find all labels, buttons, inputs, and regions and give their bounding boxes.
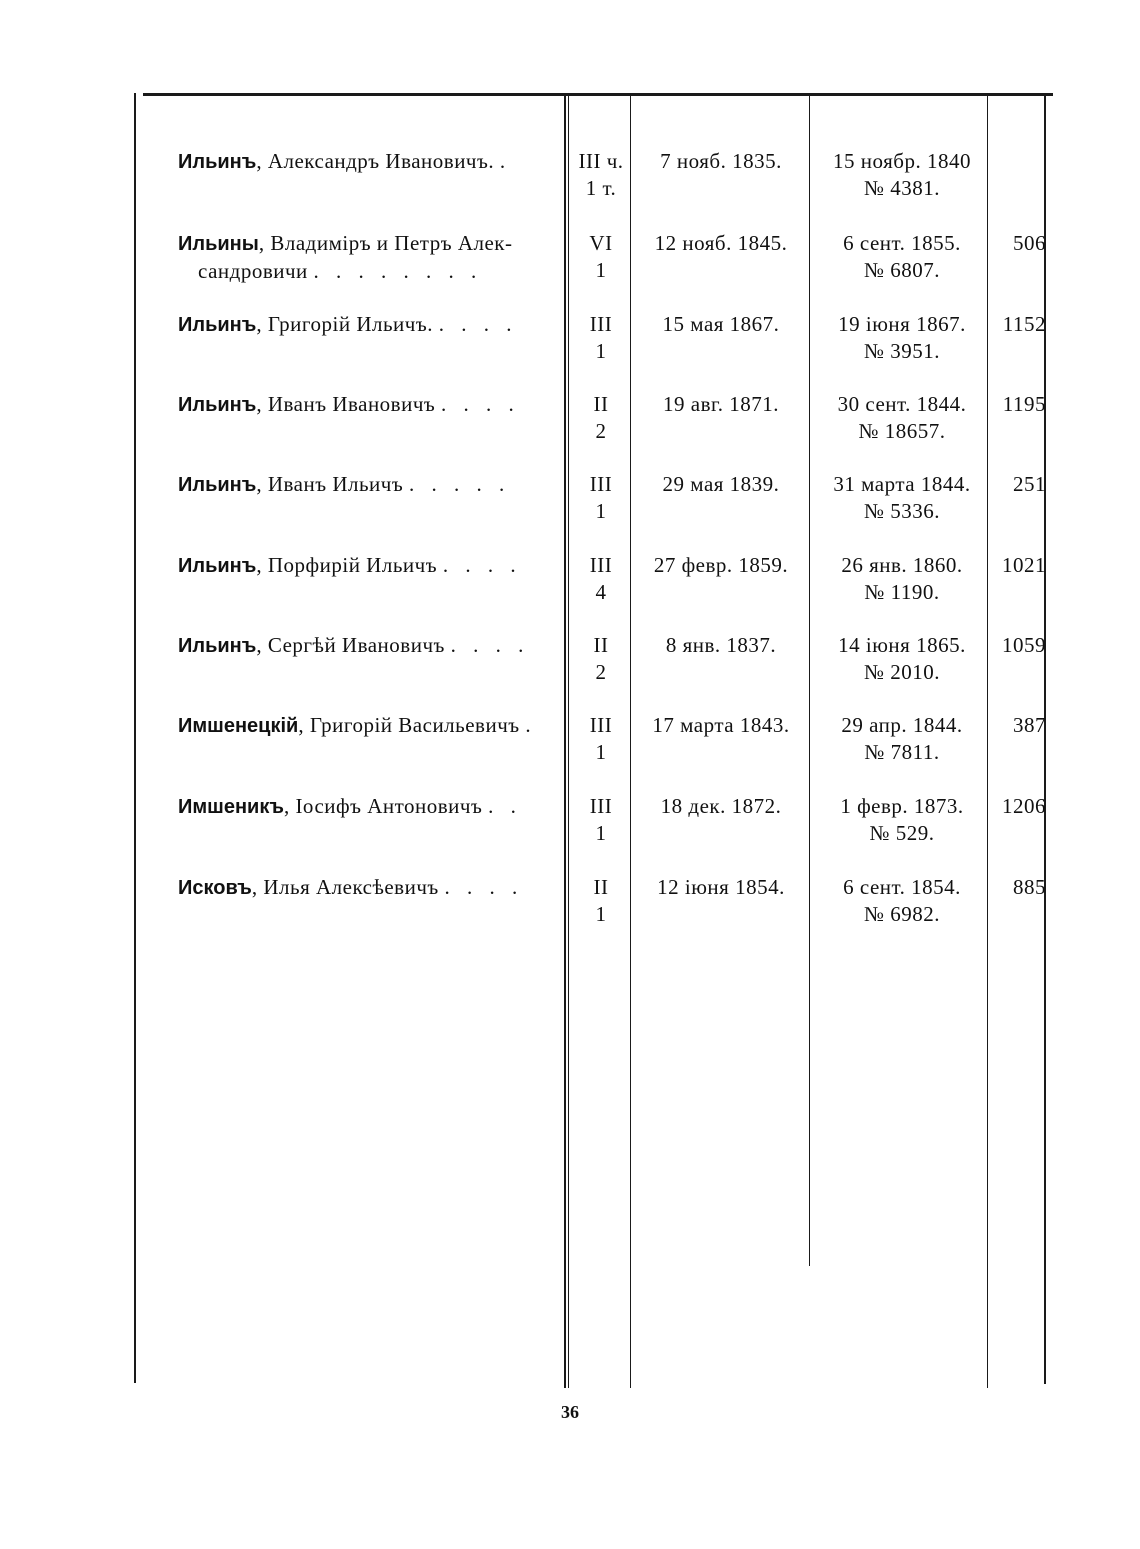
leader-dots: . . . . — [442, 553, 522, 577]
surname: Имшенецкій — [178, 715, 299, 737]
table-row — [0, 793, 1140, 863]
surname: Имшеникъ — [178, 796, 284, 818]
given-names: Иванъ Ивановичъ — [267, 392, 436, 416]
leader-dots: . . . . . . . . — [313, 259, 483, 283]
given-names: Іосифъ Антоновичъ — [295, 794, 483, 818]
record-number: 387 — [1013, 713, 1046, 737]
person-name: Исковъ, Илья Алексѣевичъ . . . . — [178, 875, 524, 899]
record-number: 1059 — [1002, 633, 1046, 657]
person-name: Ильины, Владиміръ и Петръ Алек- сандровичи . . . . . . . . — [178, 231, 513, 283]
class-line-1: III — [589, 553, 613, 577]
class-line-1: II — [593, 875, 609, 899]
decree-number: № 3951. — [863, 339, 941, 363]
decree-date-line: 6 сент. 1854. — [843, 875, 961, 899]
decree-date — [812, 712, 992, 766]
decree-date — [812, 793, 992, 847]
top-rule — [143, 93, 1053, 96]
decree-date — [812, 471, 992, 525]
class-line-1: VI — [589, 231, 613, 255]
decree-number: № 2010. — [863, 660, 941, 684]
leader-dots: . . — [488, 794, 522, 818]
class-section — [572, 311, 630, 365]
surname: Ильины — [178, 233, 259, 255]
decree-number: № 6807. — [863, 258, 941, 282]
leader-dots: . . . . — [450, 633, 530, 657]
class-line-2: 2 — [595, 419, 607, 443]
person-name: Ильинъ, Григорій Ильичъ. . . . . — [178, 312, 518, 336]
surname: Ильинъ — [178, 151, 257, 173]
class-line-1: III ч. — [578, 149, 624, 173]
given-names: Сергѣй Ивановичъ — [267, 633, 445, 657]
surname: Ильинъ — [178, 314, 257, 336]
record-number: 506 — [1013, 231, 1046, 255]
decree-date — [812, 230, 992, 284]
given-names-continued: сандровичи — [198, 259, 308, 283]
person-name: Ильинъ, Иванъ Ивановичъ . . . . — [178, 392, 520, 416]
class-line-1: II — [593, 392, 609, 416]
given-names: Иванъ Ильичъ — [267, 472, 404, 496]
table-row — [0, 712, 1140, 782]
surname: Исковъ — [178, 877, 252, 899]
decree-date — [812, 148, 992, 202]
birth-date: 27 февр. 1859. — [653, 553, 789, 577]
decree-date-line: 14 іюня 1865. — [838, 633, 966, 657]
person-name: Ильинъ, Сергѣй Ивановичъ . . . . — [178, 633, 530, 657]
class-line-2: 1 — [595, 902, 607, 926]
record-number: 885 — [1013, 875, 1046, 899]
table-row — [0, 874, 1140, 944]
birth-date: 29 мая 1839. — [662, 472, 780, 496]
class-section — [572, 712, 630, 766]
decree-number: № 1190. — [864, 580, 940, 604]
record-number: 1195 — [1002, 392, 1046, 416]
birth-date: 8 янв. 1837. — [665, 633, 777, 657]
leader-dots: . . . . . — [408, 472, 511, 496]
decree-date — [812, 391, 992, 445]
person-name: Ильинъ, Порфирій Ильичъ . . . . — [178, 553, 522, 577]
record-number: 251 — [1013, 472, 1046, 496]
decree-date — [812, 632, 992, 686]
class-line-2: 1 — [595, 821, 607, 845]
person-name: Имшенецкій, Григорій Васильевичъ . — [178, 713, 537, 737]
class-section — [572, 793, 630, 847]
given-names: Григорій Ильичъ. — [267, 312, 433, 336]
birth-date: 7 нояб. 1835. — [660, 149, 782, 173]
class-line-2: 1 — [595, 740, 607, 764]
decree-date-line: 26 янв. 1860. — [841, 553, 963, 577]
decree-date-line: 15 ноябр. 1840 — [833, 149, 971, 173]
surname: Ильинъ — [178, 394, 257, 416]
decree-date — [812, 311, 992, 365]
decree-number: № 5336. — [863, 499, 941, 523]
record-number: 1206 — [1002, 794, 1046, 818]
person-name: Ильинъ, Иванъ Ильичъ . . . . . — [178, 472, 511, 496]
decree-number: № 6982. — [863, 902, 941, 926]
decree-date-line: 6 сент. 1855. — [843, 231, 961, 255]
class-section — [572, 230, 630, 284]
birth-date: 18 дек. 1872. — [660, 794, 782, 818]
class-line-2: 1 — [595, 499, 607, 523]
decree-date — [812, 552, 992, 606]
class-line-1: II — [593, 633, 609, 657]
table-row — [0, 148, 1140, 218]
table-row — [0, 391, 1140, 461]
class-section — [572, 471, 630, 525]
class-line-1: III — [589, 312, 613, 336]
class-line-2: 1 — [595, 258, 607, 282]
birth-date: 17 марта 1843. — [652, 713, 790, 737]
surname: Ильинъ — [178, 555, 257, 577]
given-names: Александръ Ивановичъ. — [267, 149, 495, 173]
birth-date: 12 нояб. 1845. — [654, 231, 788, 255]
class-line-2: 4 — [595, 580, 607, 604]
decree-date — [812, 874, 992, 928]
leader-dots: . . . . — [441, 392, 520, 416]
decree-number: № 18657. — [858, 419, 946, 443]
person-name: Ильинъ, Александръ Ивановичъ. . — [178, 149, 512, 173]
leader-dots: . — [499, 149, 512, 173]
table-row — [0, 632, 1140, 702]
class-line-2: 1 т. — [585, 176, 617, 200]
table-row — [0, 311, 1140, 381]
record-number: 1152 — [1002, 312, 1046, 336]
decree-number: № 4381. — [863, 176, 941, 200]
given-names: Григорій Васильевичъ — [309, 713, 520, 737]
decree-date-line: 1 февр. 1873. — [840, 794, 964, 818]
record-number: 1021 — [1002, 553, 1046, 577]
class-section — [572, 874, 630, 928]
class-line-2: 2 — [595, 660, 607, 684]
birth-date: 19 авг. 1871. — [663, 392, 779, 416]
given-names: Илья Алексѣевичъ — [263, 875, 439, 899]
class-section — [572, 148, 630, 202]
given-names: Владиміръ и Петръ Алек- — [270, 231, 513, 255]
decree-number: № 7811. — [864, 740, 940, 764]
surname: Ильинъ — [178, 635, 257, 657]
class-section — [572, 632, 630, 686]
decree-date-line: 31 марта 1844. — [833, 472, 971, 496]
class-section — [572, 552, 630, 606]
given-names: Порфирій Ильичъ — [267, 553, 438, 577]
class-section — [572, 391, 630, 445]
table-row — [0, 230, 1140, 300]
class-line-1: III — [589, 713, 613, 737]
decree-date-line: 19 іюня 1867. — [838, 312, 966, 336]
table-row — [0, 552, 1140, 622]
page-number: 36 — [561, 1402, 579, 1422]
decree-date-line: 30 сент. 1844. — [837, 392, 967, 416]
leader-dots: . — [525, 713, 537, 737]
birth-date: 12 іюня 1854. — [657, 875, 785, 899]
class-line-1: III — [589, 794, 613, 818]
surname: Ильинъ — [178, 474, 257, 496]
table-row — [0, 471, 1140, 541]
leader-dots: . . . . — [444, 875, 524, 899]
person-name: Имшеникъ, Іосифъ Антоновичъ . . — [178, 794, 522, 818]
class-line-1: III — [589, 472, 613, 496]
decree-date-line: 29 апр. 1844. — [841, 713, 963, 737]
birth-date: 15 мая 1867. — [662, 312, 780, 336]
leader-dots: . . . . — [438, 312, 518, 336]
class-line-2: 1 — [595, 339, 607, 363]
decree-number: № 529. — [869, 821, 935, 845]
